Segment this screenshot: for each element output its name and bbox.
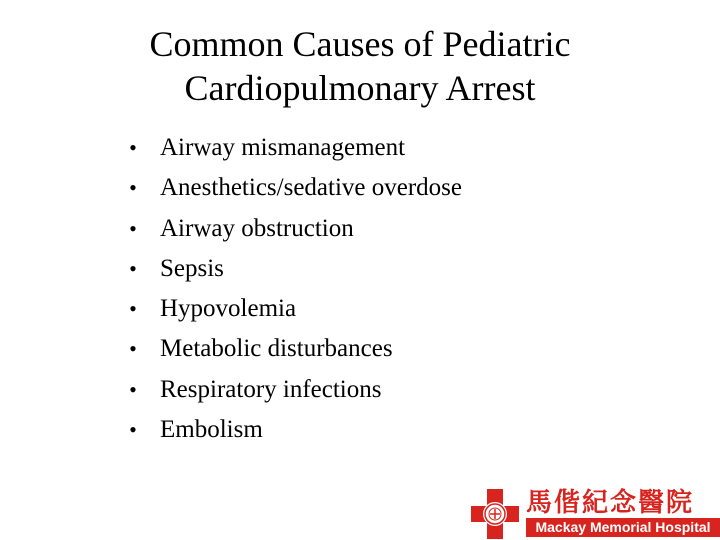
bullet-text: Airway mismanagement <box>160 134 406 161</box>
bullet-marker: • <box>129 215 137 241</box>
title-line-2: Cardiopulmonary Arrest <box>184 68 536 108</box>
bullet-marker: • <box>129 376 137 402</box>
bullet-text: Airway obstruction <box>160 214 354 242</box>
bullet-marker: • <box>129 417 137 443</box>
bullet-item-hypovolemia <box>127 289 462 329</box>
hospital-logo <box>470 488 720 540</box>
bullet-marker: • <box>129 175 137 201</box>
bullet-text: Hypovolemia <box>160 295 297 323</box>
bullet-item-anesthetics-overdose <box>127 168 462 208</box>
bullet-item-airway-obstruction <box>127 209 462 249</box>
bullet-text: Anesthetics/sedative overdose <box>160 174 462 202</box>
slide-title <box>60 22 660 110</box>
hospital-name-english: Mackay Memorial Hospital <box>526 518 720 537</box>
bullet-text: Embolism <box>160 416 263 444</box>
bullet-item-airway-mismanagement <box>127 128 462 168</box>
bullet-text: Respiratory infections <box>160 375 382 403</box>
bullet-marker: • <box>129 336 137 362</box>
red-cross-seal-icon <box>470 488 520 540</box>
bullet-text: Sepsis <box>160 254 224 282</box>
bullet-item-embolism <box>127 410 462 450</box>
bullet-text: Metabolic disturbances <box>160 335 393 363</box>
bullet-list <box>127 128 462 450</box>
title-line-1: Common Causes of Pediatric <box>149 24 571 64</box>
bullet-marker: • <box>129 135 137 160</box>
hospital-name-chinese: 馬偕紀念醫院 <box>526 488 695 518</box>
bullet-item-sepsis <box>127 249 462 289</box>
bullet-item-respiratory-infections <box>127 370 462 410</box>
bullet-marker: • <box>129 296 137 322</box>
bullet-marker: • <box>129 255 137 281</box>
bullet-item-metabolic-disturbances <box>127 329 462 369</box>
